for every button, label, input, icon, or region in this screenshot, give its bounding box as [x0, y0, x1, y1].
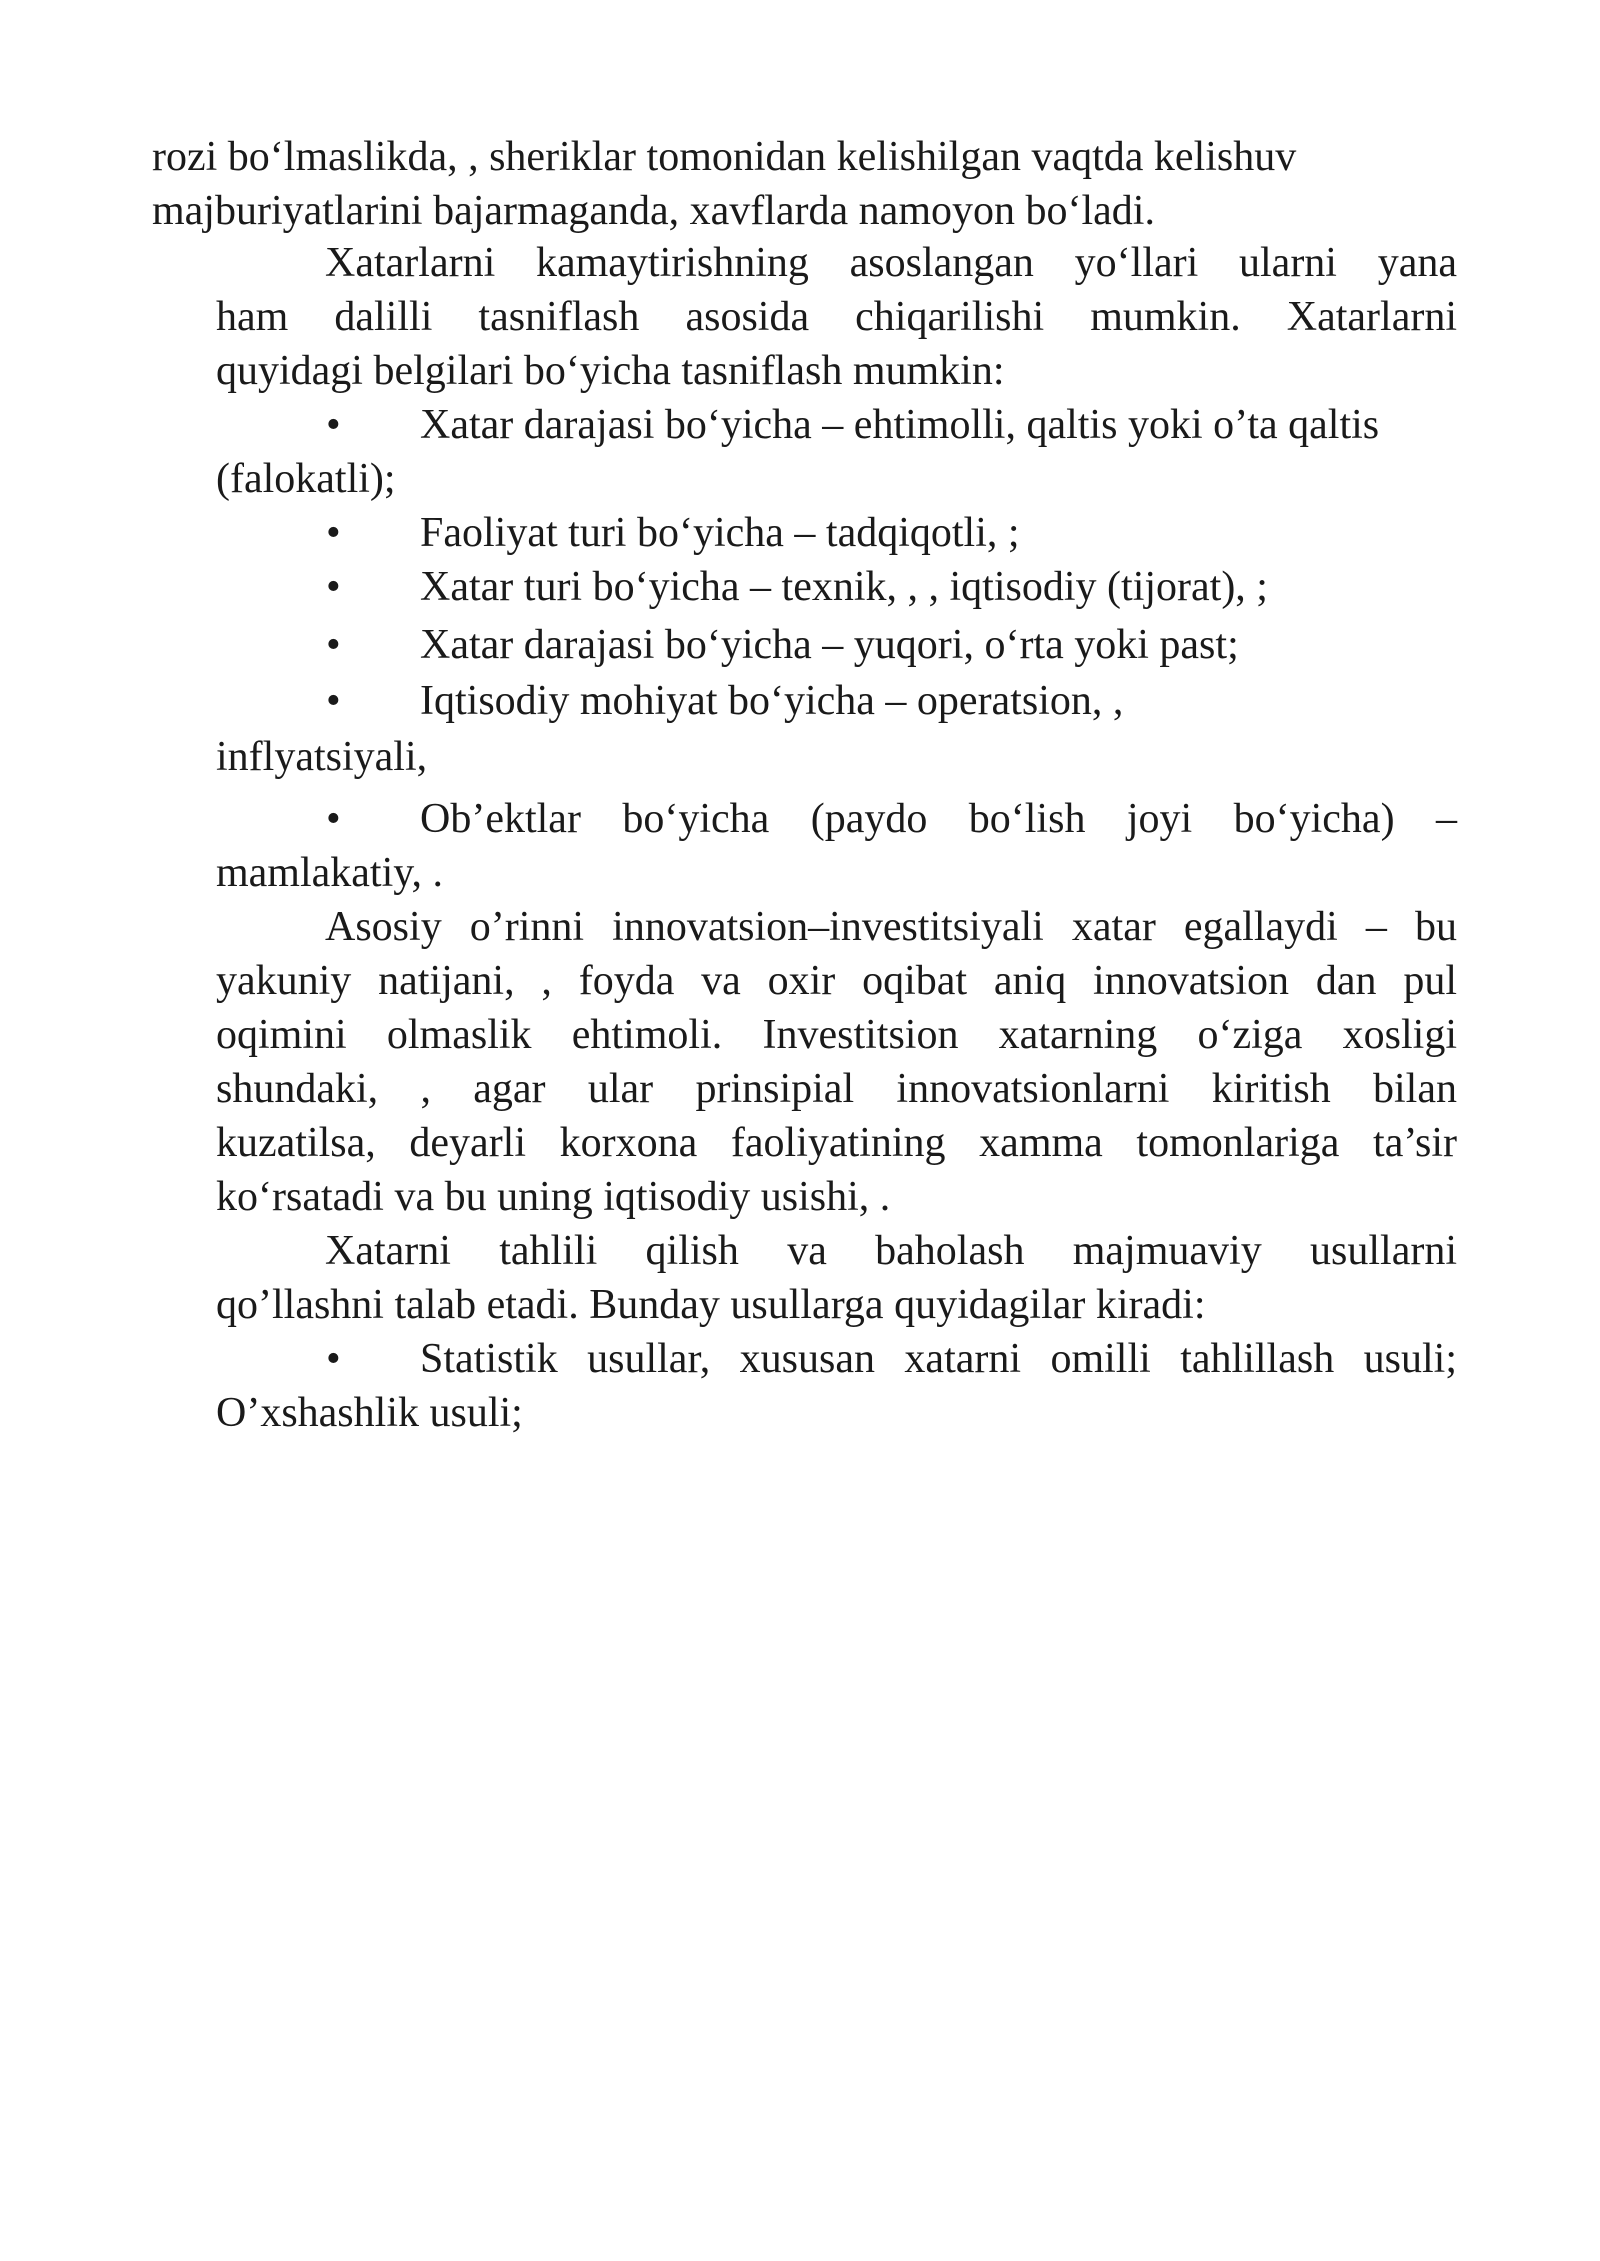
list2-item-1-line-2: O’xshashlik usuli; [216, 1390, 523, 1436]
para2-line-4: shundaki, , agar ular prinsipial innovatsionlarni kiritish bilan [216, 1066, 1457, 1112]
list1-item-4: Xatar darajasi bo‘yicha – yuqori, o‘rta yoki past; [420, 622, 1239, 668]
bullet-6: • [326, 796, 341, 842]
bullet-7: • [326, 1336, 341, 1382]
para3-line-2: qo’llashni talab etadi. Bunday usullarga quyidagilar kiradi: [216, 1282, 1206, 1328]
list2-item-1-line-1: Statistik usullar, xususan xatarni omilli tahlillash usuli; [420, 1336, 1457, 1382]
para1-line-3: quyidagi belgilari bo‘yicha tasniflash mumkin: [216, 348, 1005, 394]
list1-item-2: Faoliyat turi bo‘yicha – tadqiqotli, ; [420, 510, 1020, 556]
para1-line-1: Xatarlarni kamaytirishning asoslangan yo‘llari ularni yana [325, 240, 1457, 286]
para2-line-2: yakuniy natijani, , foyda va oxir oqibat aniq innovatsion dan pul [216, 958, 1457, 1004]
list1-item-5-line-1: Iqtisodiy mohiyat bo‘yicha – operatsion, , [420, 678, 1124, 724]
list1-item-6-line-2: mamlakatiy, . [216, 850, 444, 896]
para1-line-2: ham dalilli tasniflash asosida chiqarilishi mumkin. Xatarlarni [216, 294, 1457, 340]
bullet-1: • [326, 402, 341, 448]
intro-line-2: majburiyatlarini bajarmaganda, xavflarda namoyon bo‘ladi. [152, 188, 1155, 234]
bullet-4: • [326, 622, 341, 668]
list1-item-1-line-1: Xatar darajasi bo‘yicha – ehtimolli, qaltis yoki o’ta qaltis [420, 402, 1380, 448]
para3-line-1: Xatarni tahlili qilish va baholash majmuaviy usullarni [325, 1228, 1457, 1274]
list1-item-6-line-1: Ob’ektlar bo‘yicha (paydo bo‘lish joyi bo‘yicha) – [420, 796, 1457, 842]
intro-line-1: rozi bo‘lmaslikda, , sheriklar tomonidan kelishilgan vaqtda kelishuv [152, 134, 1297, 180]
bullet-5: • [326, 678, 341, 724]
list1-item-1-line-2: (falokatli); [216, 456, 396, 502]
list1-item-3: Xatar turi bo‘yicha – texnik, , , iqtisodiy (tijorat), ; [420, 564, 1268, 610]
bullet-3: • [326, 564, 341, 610]
para2-line-1: Asosiy o’rinni innovatsion–investitsiyali xatar egallaydi – bu [325, 904, 1457, 950]
para2-line-5: kuzatilsa, deyarli korxona faoliyatining xamma tomonlariga ta’sir [216, 1120, 1457, 1166]
bullet-2: • [326, 510, 341, 556]
para2-line-3: oqimini olmaslik ehtimoli. Investitsion xatarning o‘ziga xosligi [216, 1012, 1457, 1058]
list1-item-5-line-2: inflyatsiyali, [216, 734, 428, 780]
para2-line-6: ko‘rsatadi va bu uning iqtisodiy usishi, . [216, 1174, 891, 1220]
